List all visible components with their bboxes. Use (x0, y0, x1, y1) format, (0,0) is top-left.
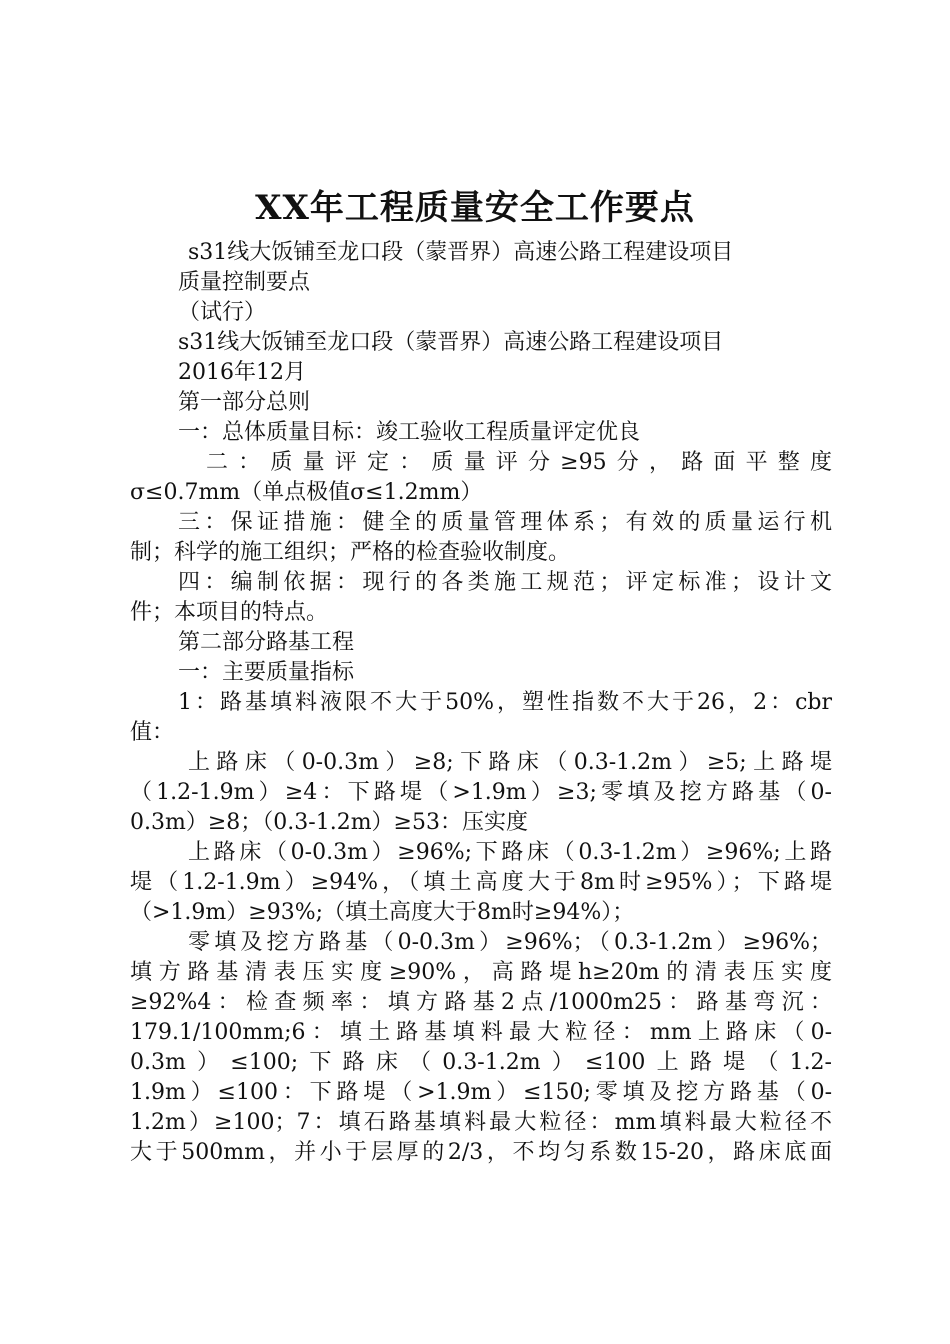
body-line: 三：保证措施：健全的质量管理体系；有效的质量运行机 (178, 510, 832, 535)
body-line: 填方路基清表压实度≥90%，高路堤h≥20m的清表压实度 (130, 960, 832, 985)
body-line: 堤（1.2-1.9m）≥94%，（填土高度大于8m时≥95%）；下路堤 (130, 870, 832, 895)
body-line: 件；本项目的特点。 (130, 600, 329, 625)
body-line: 零填及挖方路基（0-0.3m）≥96%；（0.3-1.2m）≥96%； (188, 930, 832, 955)
body-line: 1.9m）≤100：下路堤（>1.9m）≤150;零填及挖方路基（0- (130, 1080, 832, 1105)
body-line: 制；科学的施工组织；严格的检查验收制度。 (130, 540, 571, 565)
body-line: 第二部分路基工程 (178, 630, 355, 655)
body-line: 第一部分总则 (178, 390, 311, 415)
body-line: 0.3m）≤100;下路床（0.3-1.2m）≤100上路堤（1.2- (130, 1050, 832, 1075)
body-line: 质量控制要点 (178, 270, 311, 295)
body-line: 上路床（0-0.3m）≥8;下路床（0.3-1.2m）≥5;上路堤 (188, 750, 832, 775)
body-line: 一：总体质量目标：竣工验收工程质量评定优良 (178, 420, 641, 445)
body-line: ≥92%4：检查频率：填方路基2点/1000m25：路基弯沉： (130, 990, 832, 1015)
body-line: s31线大饭铺至龙口段（蒙晋界）高速公路工程建设项目 (188, 240, 734, 265)
body-line: 0.3m）≥8；（0.3-1.2m）≥53：压实度 (130, 810, 528, 835)
body-line: σ≤0.7mm（单点极值σ≤1.2mm） (130, 480, 483, 505)
body-line: 值： (130, 720, 175, 745)
body-line: 2016年12月 (178, 360, 306, 385)
body-line: （>1.9m）≥93%;（填土高度大于8m时≥94%）； (130, 900, 635, 925)
document-title: XX年工程质量安全工作要点 (255, 188, 695, 228)
body-line: 上路床（0-0.3m）≥96%;下路床（0.3-1.2m）≥96%;上路 (188, 840, 832, 865)
body-line: 1.2m）≥100；7：填石路基填料最大粒径：mm填料最大粒径不 (130, 1110, 832, 1135)
document-body (130, 238, 832, 1168)
body-line: s31线大饭铺至龙口段（蒙晋界）高速公路工程建设项目 (178, 330, 724, 355)
body-line: （1.2-1.9m）≥4：下路堤（>1.9m）≥3;零填及挖方路基（0- (130, 780, 832, 805)
body-line: 179.1/100mm;6：填土路基填料最大粒径：mm上路床（0- (130, 1020, 832, 1045)
body-line: 大于500mm，并小于层厚的2/3，不均匀系数15-20，路床底面 (130, 1140, 832, 1165)
body-line: （试行） (178, 300, 267, 325)
body-line: 一：主要质量指标 (178, 660, 355, 685)
body-line: 四：编制依据：现行的各类施工规范；评定标准；设计文 (178, 570, 832, 595)
body-line: 二：质量评定：质量评分≥95分，路面平整度 (206, 450, 832, 475)
body-line: 1：路基填料液限不大于50%，塑性指数不大于26，2：cbr (178, 690, 832, 715)
